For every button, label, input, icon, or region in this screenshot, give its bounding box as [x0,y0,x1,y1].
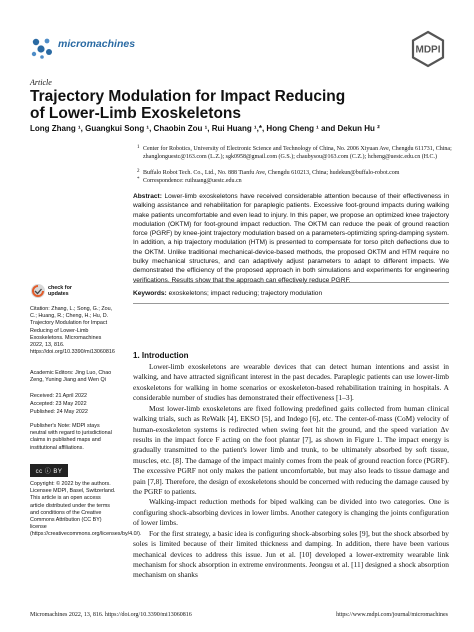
citation: Citation: Zhang, L.; Song, G.; Zou, C.; Huang, R.; Cheng, H.; Hu, D. Trajectory Modulation for Impact Reducing of Lower-Limb Exoskeletons. Micromachines 2022, 13, 816. https://doi.org/10.3390/mi13060816 [30,306,115,356]
mdpi-logo-icon [409,30,447,68]
journal-name: micromachines [58,38,136,50]
affiliation-text: Center for Robotics, University of Electronic Science and Technology of China, No. 2006 Xiyuan Ave, Chengdu 611731, China; zhanglonguestc@163.com (L.Z.); sgk0958@gmail.com (G.S.); chaubysou@163.com (C.Z.); hcheng@uestc.edu.cn (H.C.) [143,146,452,160]
updates-line-1: check for [48,285,72,291]
article-type: Article [30,78,52,87]
abstract-label: Abstract: [133,193,162,200]
introduction-body [133,362,449,581]
abstract-divider [133,282,449,283]
check-for-updates-link[interactable] [48,285,72,297]
affiliation-text: Buffalo Robot Tech. Co., Ltd., No. 888 Tianfu Ave, Chengdu 610213, China; hudekun@buffalo-robot.com [143,170,400,176]
check-for-updates-icon[interactable] [30,283,46,299]
keywords-label: Keywords: [133,290,167,297]
keywords-divider [133,303,449,304]
abstract-text: Lower-limb exoskeletons have received considerable attention because of their effectiveness in walking assistance and rehabilitation for paraplegic patients. Excessive foot-ground impacts during walking make patients uncomfortable and even lead to injury. In this paper, we propose an optimized knee trajectory modulation (OKTM) for foot-ground impact reduction. The OKTM can reduce the peak of ground reaction force (PGRF) by knee-joint trajectory modulation based on a parameters-optimizing spring-damping system. In addition, a hip trajectory modulation (HTM) is presented to compensate for torso pitch deflections due to the OKTM. Unlike traditional mechanical-device-based methods, the proposed OKTM and HTM require no bulky mechanical structures, and can adaptively adjust parameters to adapt to different impacts. We demonstrated the efficiency of the proposed approach in both simulations and experiments for engineering verifications. Results show that the approach can effectively reduce PGRF. [133,193,449,284]
affiliation-text: Correspondence: ruihuang@uestc.edu.cn [143,178,242,184]
keywords-text: exoskeletons; impact reducing; trajectory modulation [168,290,323,297]
author-list: Long Zhang ¹, Guangkui Song ¹, Chaobin Zou ¹, Rui Huang ¹,*, Hong Cheng ¹ and Dekun Hu ² [30,124,380,133]
intro-paragraph: Most lower-limb exoskeletons are fixed following predefined gaits collected from human clinical walking trials, such as ReWalk [4], EKSO [5], and Indego [6], etc. The center-of-mass (CoM) velocity of human-exoskeleton systems is redirected when swing feet hit the ground, and the speed variation Δv results in the impact force F acting on the foot plantar [7], as shown in Figure 1. The impact energy is gradually transmitted to the patient's lower limb and trunk, to be ultimately absorbed by soft tissue, muscles, etc. [8]. The damage of the impact mainly comes from the peak of ground reaction force (PGRF). The excessive PGRF not only makes the patient uncomfortable, but may also leads to tissue damage and pain [7,8]. Therefore, the design of exoskeletons should be concerned with reducing the damage caused by the PGRF to patients. [133,403,449,497]
intro-paragraph: Walking-impact reduction methods for biped walking can be divided into two categories. One is configuring shock-absorbing devices in lower limbs. Another category is changing the joints configuration of lower limbs. [133,497,449,528]
copyright: Copyright: © 2022 by the authors. Licensee MDPI, Basel, Switzerland. This article is an open access article distributed under the terms and conditions of the Creative Commons Attribution (CC BY) license (https://creativecommons.org/licenses/by/4.0/). [30,481,142,538]
correspondence [137,177,453,185]
abstract [133,192,449,285]
affiliation-1 [137,145,453,161]
title-line-1: Trajectory Modulation for Impact Reducing [30,88,346,105]
intro-paragraph: For the first strategy, a basic idea is configuring shock-absorbing soles [9], but the shock absorbed by soles is limited because of their limited thickness and damping. In addition, there have been various mechanical devices to address this issue. Jun et al. [10] developed a lower-extremity wearable link mechanism for shock absorption in extreme environments. Jeongsu et al. [11] designed a shock absorption mechanism on shanks [133,528,449,580]
footer-citation[interactable]: Micromachines 2022, 13, 816. https://doi.org/10.3390/mi13060816 [30,612,192,618]
cc-by-license-badge[interactable]: cc ⓘ BY [30,464,68,477]
section-heading-introduction: 1. Introduction [133,351,189,360]
publisher-name: MDPI [415,44,441,56]
keywords [133,290,449,297]
date-published: Published: 24 May 2022 [30,409,88,415]
date-accepted: Accepted: 23 May 2022 [30,401,87,407]
intro-paragraph: Lower-limb exoskeletons are wearable devices that can detect human intentions and assist in walking, and have attracted significant interest in the past decades. Paraplegic patients can use lower-limb exoskeletons for walking in home scenarios or exoskeleton-based rehabilitation training in hospitals. A considerable number of studies has demonstrated their effectiveness [1–3]. [133,362,449,403]
micromachines-logo-icon [30,36,54,60]
affiliation-marker: 1 [137,145,140,150]
affiliation-marker: * [137,177,140,182]
academic-editors: Academic Editors: Jing Luo, Chao Zeng, Yuning Jiang and Wen Qi [30,370,112,384]
affiliation-marker: 2 [137,169,140,174]
publisher-note: Publisher's Note: MDPI stays neutral with regard to jurisdictional claims in published maps and institutional affiliations. [30,423,112,451]
article-title [30,88,450,122]
footer-journal-link[interactable]: https://www.mdpi.com/journal/micromachines [336,612,448,618]
date-received: Received: 21 April 2022 [30,393,87,399]
updates-line-2: updates [48,291,69,297]
affiliation-2 [137,169,453,177]
title-line-2: of Lower-Limb Exoskeletons [30,105,242,122]
